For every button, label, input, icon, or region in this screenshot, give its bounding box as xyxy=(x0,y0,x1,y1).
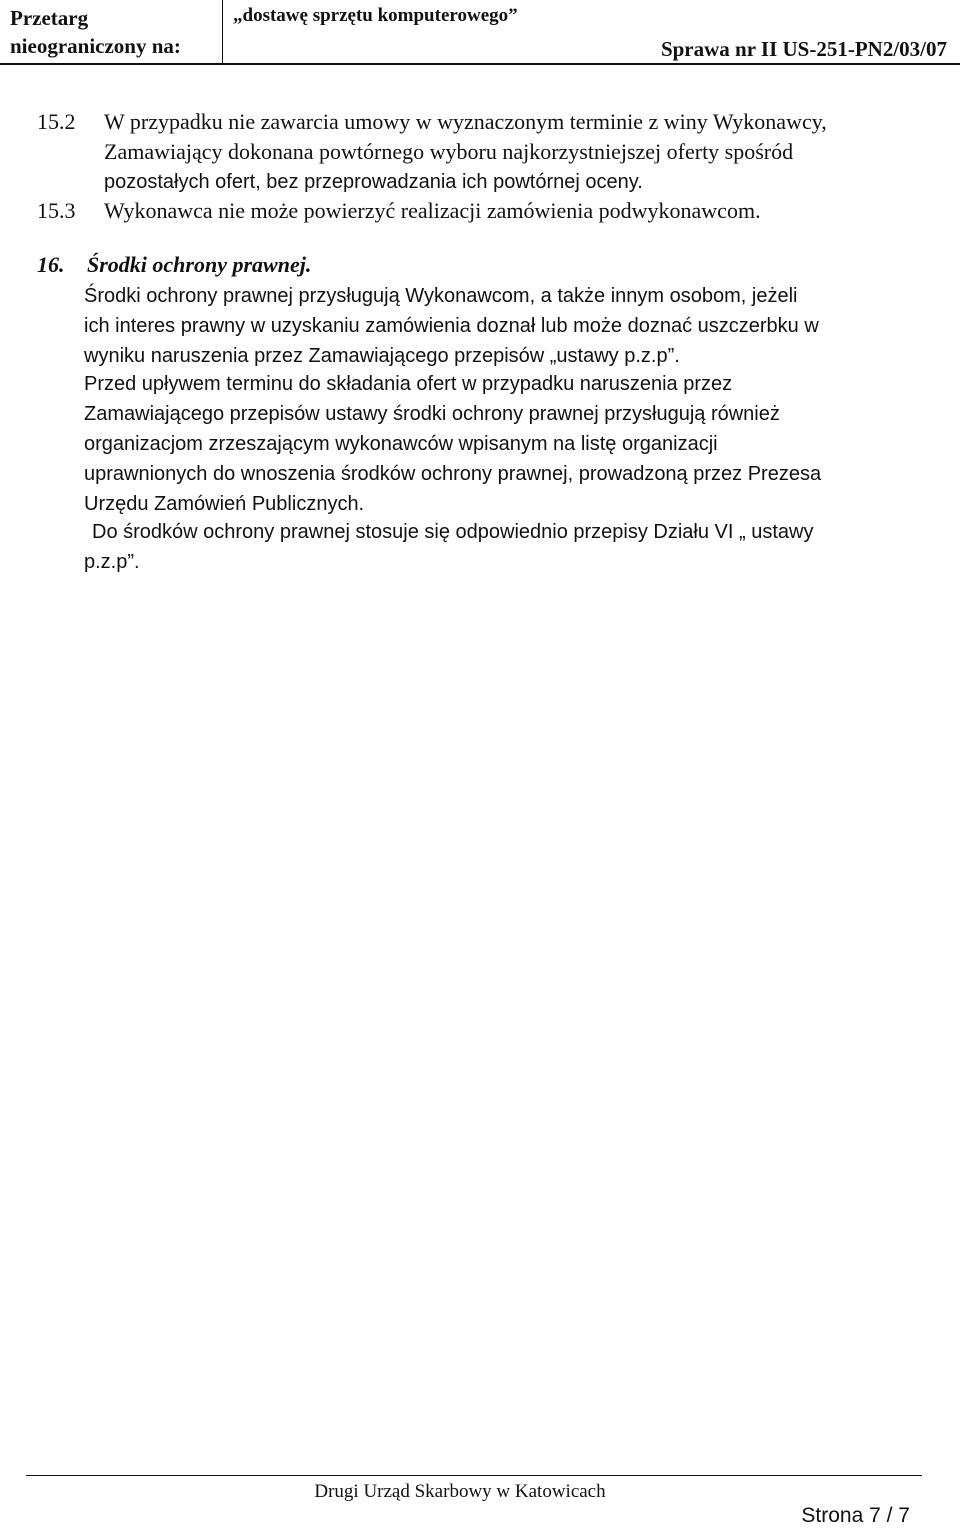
section-15-2-line: W przypadku nie zawarcia umowy w wyznaczonym terminie z winy Wykonawcy, xyxy=(104,109,827,134)
header-label-line1: Przetarg xyxy=(10,6,89,30)
header-subject: „dostawę sprzętu komputerowego” xyxy=(233,5,518,26)
header-divider xyxy=(0,63,960,65)
section-15-2-line: Zamawiający dokonana powtórnego wyboru najkorzystniejszej oferty spośród xyxy=(104,139,794,164)
section-15-2-number: 15.2 xyxy=(37,109,76,134)
section-16-p3-line: p.z.p”. xyxy=(84,551,140,573)
section-16-p2-line: uprawnionych do wnoszenia środków ochrony prawnej, prowadzoną przez Prezesa xyxy=(84,463,822,485)
section-15-3-text: Wykonawca nie może powierzyć realizacji zamówienia podwykonawcom. xyxy=(104,198,761,223)
section-16-p2-line: Przed upływem terminu do składania ofert w przypadku naruszenia przez xyxy=(84,373,733,395)
section-16-number: 16. xyxy=(37,252,65,277)
section-16-p1-line: wyniku naruszenia przez Zamawiającego przepisów „ustawy p.z.p”. xyxy=(84,345,680,367)
section-16-p2-line: Urzędu Zamówień Publicznych. xyxy=(84,493,365,515)
section-15-3-number: 15.3 xyxy=(37,198,76,223)
section-16-p1-line: Środki ochrony prawnej przysługują Wykonawcom, a także innym osobom, jeżeli xyxy=(84,285,798,307)
header-subject-cell xyxy=(223,0,960,65)
header-case-number: Sprawa nr II US-251-PN2/03/07 xyxy=(660,37,947,61)
section-16-p2-line: organizacjom zrzeszającym wykonawców wpisanym na listę organizacji xyxy=(84,433,718,455)
footer-office-name: Drugi Urząd Skarbowy w Katowicach xyxy=(314,1481,606,1502)
footer-divider xyxy=(26,1475,922,1476)
header-label-line2: nieograniczony na: xyxy=(10,34,181,58)
header-label-cell xyxy=(0,0,223,65)
section-16-p1-line: ich interes prawny w uzyskaniu zamówienia doznał lub może doznać uszczerbku w xyxy=(84,315,819,337)
header-tender-label xyxy=(10,4,181,60)
page-header xyxy=(0,0,960,65)
section-16-title: Środki ochrony prawnej. xyxy=(87,252,312,277)
section-15-2-line: pozostałych ofert, bez przeprowadzania ich powtórnej oceny. xyxy=(104,171,643,193)
section-16-p2-line: Zamawiającego przepisów ustawy środki ochrony prawnej przysługują również xyxy=(84,403,780,425)
section-16-p3-line: Do środków ochrony prawnej stosuje się odpowiednio przepisy Działu VI „ ustawy xyxy=(92,521,814,543)
footer-page-number: Strona 7 / 7 xyxy=(801,1504,910,1527)
